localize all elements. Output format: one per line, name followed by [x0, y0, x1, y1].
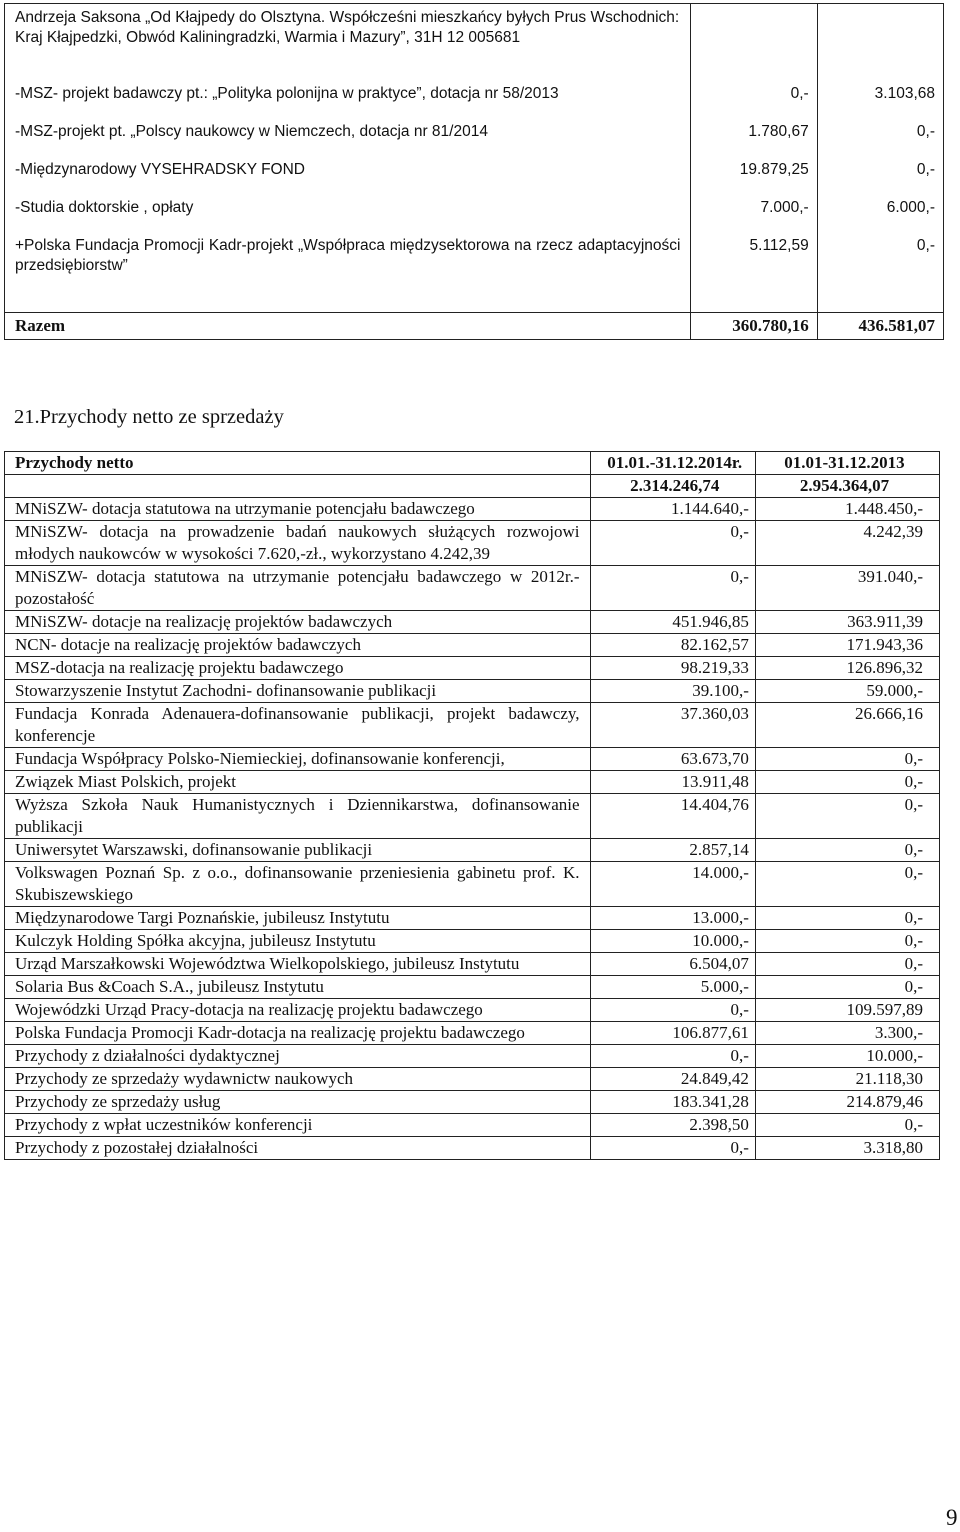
income-row-value-2013: 363.911,39 [755, 611, 939, 634]
top-continuation-table [4, 3, 944, 340]
income-row-value-2013: 214.879,46 [755, 1091, 939, 1114]
income-row-desc: Volkswagen Poznań Sp. z o.o., dofinansowanie przeniesienia gabinetu prof. K. Skubiszewskiego [5, 862, 591, 907]
income-row-value-2014: 2.398,50 [590, 1114, 755, 1137]
top-table-total-row [5, 313, 944, 340]
top-table-lead-text: Andrzeja Saksona „Od Kłajpedy do Olsztyna. Współcześni mieszkańcy byłych Prus Wschodnich: Kraj Kłajpedzki, Obwód Kaliningradzki, Warmia i Mazury”, 31H 12 005681 [15, 9, 680, 46]
income-row-value-2013: 10.000,- [755, 1045, 939, 1068]
income-row-value-2014: 1.144.640,- [590, 498, 755, 521]
top-table-row-0-v2: 3.103,68 [874, 85, 935, 102]
table-row [5, 839, 940, 862]
income-row-desc: Przychody z pozostałej działalności [5, 1137, 591, 1160]
income-row-value-2013: 0,- [755, 907, 939, 930]
table-row [5, 862, 940, 907]
table-row [5, 1068, 940, 1091]
table-row [5, 953, 940, 976]
income-row-desc: Międzynarodowe Targi Poznańskie, jubileusz Instytutu [5, 907, 591, 930]
top-table-row-2-v1: 19.879,25 [739, 161, 809, 178]
top-table-row-4-v1: 5.112,59 [749, 237, 809, 254]
income-total-col2: 2.954.364,07 [755, 475, 939, 498]
income-row-value-2013: 0,- [755, 953, 939, 976]
top-table-total-label: Razem [5, 313, 691, 340]
income-row-value-2013: 391.040,- [755, 566, 939, 611]
table-row [5, 1045, 940, 1068]
income-row-value-2014: 98.219,33 [590, 657, 755, 680]
income-row-desc: Fundacja Konrada Adenauera-dofinansowanie publikacji, projekt badawczy, konferencje [5, 703, 591, 748]
income-row-value-2014: 82.162,57 [590, 634, 755, 657]
top-table-desc-cell [5, 4, 691, 313]
income-header-col2: 01.01-31.12.2013 [755, 452, 939, 475]
income-row-desc: Przychody ze sprzedaży wydawnictw naukowych [5, 1068, 591, 1091]
income-row-value-2013: 0,- [755, 794, 939, 839]
table-row [5, 771, 940, 794]
income-row-desc: Związek Miast Polskich, projekt [5, 771, 591, 794]
income-row-value-2013: 109.597,89 [755, 999, 939, 1022]
income-header-label: Przychody netto [5, 452, 591, 475]
top-table-body-row [5, 4, 944, 313]
top-table-row-3-v1: 7.000,- [760, 199, 809, 216]
income-row-value-2013: 171.943,36 [755, 634, 939, 657]
income-row-desc: Kulczyk Holding Spółka akcyjna, jubileusz Instytutu [5, 930, 591, 953]
table-row [5, 634, 940, 657]
top-table-total-v1: 360.780,16 [691, 313, 817, 340]
income-row-value-2013: 1.448.450,- [755, 498, 939, 521]
top-table-v1-cell [691, 4, 817, 313]
income-table-rows [5, 498, 940, 1160]
table-row [5, 907, 940, 930]
income-row-value-2014: 0,- [590, 1045, 755, 1068]
income-row-desc: MNiSZW- dotacja statutowa na utrzymanie potencjału badawczego w 2012r.-pozostałość [5, 566, 591, 611]
income-totals-label [5, 475, 591, 498]
income-row-value-2013: 0,- [755, 839, 939, 862]
income-row-value-2014: 0,- [590, 1137, 755, 1160]
income-row-value-2014: 63.673,70 [590, 748, 755, 771]
top-table-row-0-v1: 0,- [790, 85, 809, 102]
income-row-value-2013: 0,- [755, 748, 939, 771]
income-row-value-2014: 0,- [590, 521, 755, 566]
table-row [5, 611, 940, 634]
income-row-value-2014: 14.404,76 [590, 794, 755, 839]
table-row [5, 1022, 940, 1045]
income-row-value-2014: 37.360,03 [590, 703, 755, 748]
income-row-value-2014: 106.877,61 [590, 1022, 755, 1045]
top-table-row-2-desc: -Międzynarodowy VYSEHRADSKY FOND [15, 161, 305, 178]
table-row [5, 498, 940, 521]
income-row-value-2014: 2.857,14 [590, 839, 755, 862]
income-row-value-2014: 183.341,28 [590, 1091, 755, 1114]
table-row [5, 1137, 940, 1160]
income-row-desc: MSZ-dotacja na realizację projektu badawczego [5, 657, 591, 680]
top-table-total-v2: 436.581,07 [817, 313, 943, 340]
income-row-value-2014: 14.000,- [590, 862, 755, 907]
page-number: 9 [946, 1505, 958, 1530]
income-row-desc: Fundacja Współpracy Polsko-Niemieckiej, dofinansowanie konferencji, [5, 748, 591, 771]
table-row [5, 1114, 940, 1137]
income-row-value-2014: 24.849,42 [590, 1068, 755, 1091]
top-table-row-1-v1: 1.780,67 [748, 123, 809, 140]
income-row-desc: Przychody z wpłat uczestników konferencji [5, 1114, 591, 1137]
income-row-desc: NCN- dotacje na realizację projektów badawczych [5, 634, 591, 657]
income-row-value-2014: 13.911,48 [590, 771, 755, 794]
income-row-value-2014: 6.504,07 [590, 953, 755, 976]
income-row-value-2013: 4.242,39 [755, 521, 939, 566]
top-table-row-4-v2: 0,- [916, 237, 935, 254]
income-row-value-2014: 5.000,- [590, 976, 755, 999]
table-row [5, 976, 940, 999]
income-row-desc: Polska Fundacja Promocji Kadr-dotacja na realizację projektu badawczego [5, 1022, 591, 1045]
income-row-desc: Przychody z działalności dydaktycznej [5, 1045, 591, 1068]
income-row-desc: Solaria Bus &Coach S.A., jubileusz Instytutu [5, 976, 591, 999]
top-table-row-3-v2: 6.000,- [886, 199, 935, 216]
top-table-row-0-desc: -MSZ- projekt badawczy pt.: „Polityka polonijna w praktyce”, dotacja nr 58/2013 [15, 85, 559, 102]
income-row-value-2014: 39.100,- [590, 680, 755, 703]
income-row-value-2013: 0,- [755, 771, 939, 794]
table-row [5, 703, 940, 748]
income-row-value-2013: 0,- [755, 862, 939, 907]
income-row-value-2013: 0,- [755, 1114, 939, 1137]
income-row-value-2013: 3.318,80 [755, 1137, 939, 1160]
table-row [5, 794, 940, 839]
top-table-row-3-desc: -Studia doktorskie , opłaty [15, 199, 194, 216]
income-row-value-2013: 126.896,32 [755, 657, 939, 680]
income-table-totals-row [5, 475, 940, 498]
income-row-value-2014: 13.000,- [590, 907, 755, 930]
income-total-col1: 2.314.246,74 [590, 475, 755, 498]
table-row [5, 930, 940, 953]
top-table-row-2-v2: 0,- [916, 161, 935, 178]
income-row-value-2013: 21.118,30 [755, 1068, 939, 1091]
table-row [5, 1091, 940, 1114]
income-row-desc: MNiSZW- dotacje na realizację projektów badawczych [5, 611, 591, 634]
top-table-row-1-desc: -MSZ-projekt pt. „Polscy naukowcy w Niemczech, dotacja nr 81/2014 [15, 123, 488, 140]
income-row-desc: Przychody ze sprzedaży usług [5, 1091, 591, 1114]
income-table-header-row [5, 452, 940, 475]
income-row-desc: MNiSZW- dotacja statutowa na utrzymanie potencjału badawczego [5, 498, 591, 521]
income-row-value-2013: 59.000,- [755, 680, 939, 703]
top-table-row-4-desc: +Polska Fundacja Promocji Kadr-projekt „Współpraca międzysektorowa na rzecz adaptacyjności przedsiębiorstw” [15, 237, 681, 274]
top-table-row-1-v2: 0,- [916, 123, 935, 140]
income-row-desc: MNiSZW- dotacja na prowadzenie badań naukowych służących rozwojowi młodych naukowców w wysokości 7.620,-zł., wykorzystano 4.242,39 [5, 521, 591, 566]
income-header-col1: 01.01.-31.12.2014r. [590, 452, 755, 475]
income-row-value-2013: 0,- [755, 930, 939, 953]
table-row [5, 680, 940, 703]
income-row-value-2014: 0,- [590, 999, 755, 1022]
income-row-desc: Urząd Marszałkowski Województwa Wielkopolskiego, jubileusz Instytutu [5, 953, 591, 976]
income-row-value-2013: 26.666,16 [755, 703, 939, 748]
income-row-desc: Stowarzyszenie Instytut Zachodni- dofinansowanie publikacji [5, 680, 591, 703]
income-table [4, 451, 940, 1160]
income-row-value-2014: 451.946,85 [590, 611, 755, 634]
table-row [5, 657, 940, 680]
income-row-value-2014: 0,- [590, 566, 755, 611]
table-row [5, 999, 940, 1022]
income-row-value-2013: 0,- [755, 976, 939, 999]
table-row [5, 748, 940, 771]
table-row [5, 566, 940, 611]
income-row-desc: Uniwersytet Warszawski, dofinansowanie publikacji [5, 839, 591, 862]
top-table-v2-cell [817, 4, 943, 313]
income-row-desc: Wojewódzki Urząd Pracy-dotacja na realizację projektu badawczego [5, 999, 591, 1022]
section-heading: 21.Przychody netto ze sprzedaży [14, 406, 284, 428]
table-row [5, 521, 940, 566]
income-row-desc: Wyższa Szkoła Nauk Humanistycznych i Dziennikarstwa, dofinansowanie publikacji [5, 794, 591, 839]
income-row-value-2013: 3.300,- [755, 1022, 939, 1045]
income-row-value-2014: 10.000,- [590, 930, 755, 953]
